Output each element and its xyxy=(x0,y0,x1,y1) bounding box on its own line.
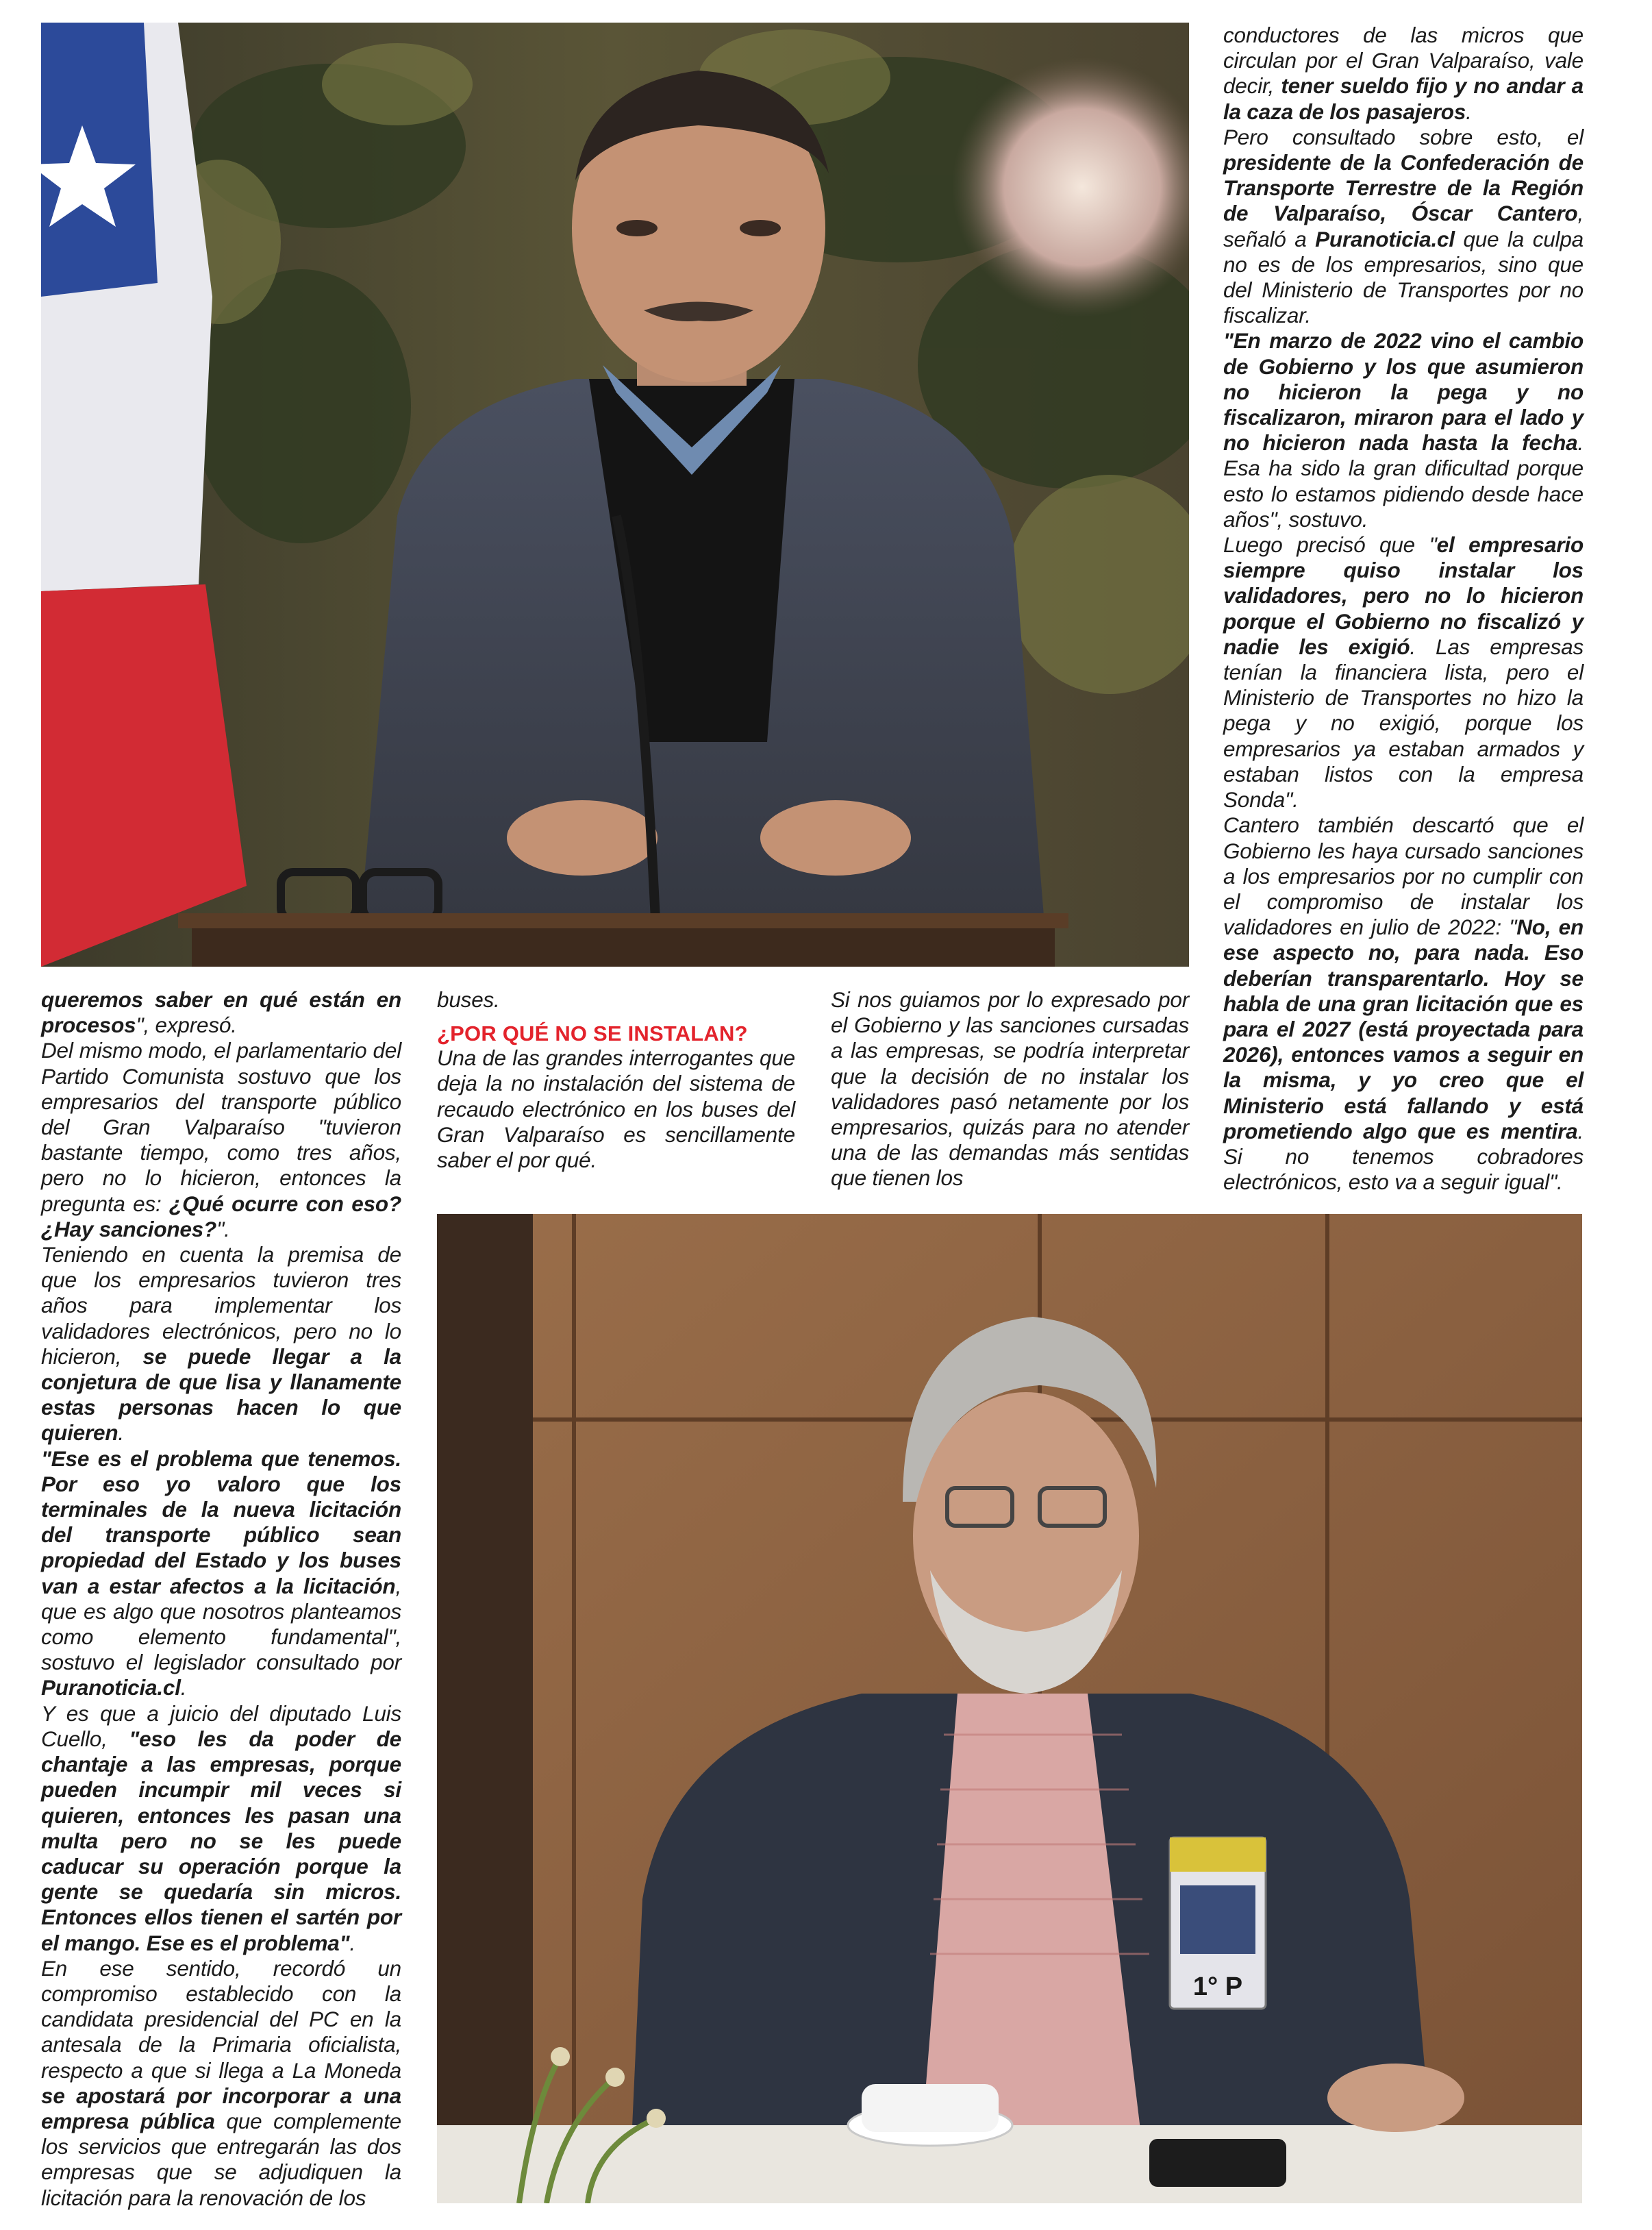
bold-text: "eso les da poder de chantaje a las empresas, porque pueden incumpir mil veces si quieren, entonces les pasan una multa pero no se les puede caducar su operación porque la gente se quedaría sin micros. Entonces ellos tienen el sartén por el mango. Ese es el problema" xyxy=(41,1726,401,1955)
text-run: Una de las grandes interrogantes que deja la no instalación del sistema de recaudo electrónico en los buses del Gran Valparaíso es sencillamente saber el por qué. xyxy=(437,1045,795,1173)
text-run: Cantero también descartó que el Gobierno les haya cursado sanciones a los empresarios por no cumplir con el compromiso de instalar los validadores en julio de 2022: " xyxy=(1223,813,1584,940)
text-run: Y es que a juicio del diputado Luis Cuello, xyxy=(41,1700,401,1751)
text-run: , señaló a xyxy=(1223,201,1584,251)
paragraph xyxy=(1223,813,1584,1195)
text-run: Si nos guiamos por lo expresado por el Gobierno y las sanciones cursadas a las empresas, se podría interpretar que la decisión de no instalar los validadores pasó netamente por los empresarios, quizás para no atender una de las demandas más sentidas que tienen los xyxy=(831,987,1189,1191)
paragraph xyxy=(437,987,795,1013)
bold-text: se puede llegar a la conjetura de que lisa y llanamente estas personas hacen lo que quieren xyxy=(41,1343,401,1446)
article-column-3 xyxy=(831,987,1189,1191)
text-run: , que es algo que nosotros planteamos como elemento fundamental", sostuvo el legislador consultado por xyxy=(41,1573,401,1675)
text-run: que complemente los servicios que entregarán las dos empresas que se adjudiquen la licitación para la renovación de los xyxy=(41,2108,401,2210)
paragraph xyxy=(41,1956,401,2211)
bold-text: tener sueldo fijo y no andar a la caza de los pasajeros xyxy=(1223,73,1584,124)
text-run: conductores de las micros que circulan por el Gran Valparaíso, vale decir, xyxy=(1223,23,1584,99)
paragraph xyxy=(1223,532,1584,813)
paragraph xyxy=(1223,328,1584,532)
column-2-paragraphs-after xyxy=(437,1045,795,1173)
paragraph xyxy=(1223,23,1584,125)
photo-seated-man xyxy=(437,1214,1582,2203)
paragraph xyxy=(41,1242,401,1446)
bold-text: Puranoticia.cl xyxy=(1315,226,1455,251)
text-run: Del mismo modo, el parlamentario del Partido Comunista sostuvo que los empresarios del transporte público del Gran Valparaíso "tuvieron bastante tiempo, como tres años, pero no lo hicieron, entonces la pregunta es: xyxy=(41,1038,401,1216)
bold-text: No, en ese aspecto no, para nada. Eso deberían transparentarlo. Hoy se habla de una gran licitación que es para el 2027 (está proyectada para 2026), entonces vamos a seguir en la misma, y yo creo que el Ministerio está fallando y está prometiendo algo que es mentira xyxy=(1223,915,1584,1143)
bold-text: queremos saber en qué están en procesos xyxy=(41,987,401,1038)
column-2-paragraphs xyxy=(437,987,795,1013)
photo-speaker-podium xyxy=(41,23,1189,967)
text-run: buses. xyxy=(437,987,500,1012)
bold-text: "En marzo de 2022 vino el cambio de Gobierno y los que asumieron no hicieron la pega y no fiscalizaron, miraron para el lado y no hicieron nada hasta la fecha xyxy=(1223,328,1584,456)
bold-text: se apostará por incorporar a una empresa pública xyxy=(41,2083,401,2133)
bold-text: presidente de la Confederación de Transporte Terrestre de la Región de Valparaíso, Óscar Cantero xyxy=(1223,150,1584,226)
paragraph xyxy=(41,987,401,1038)
text-run: Luego precisó que " xyxy=(1223,532,1437,558)
article-column-1 xyxy=(41,987,401,2211)
article-column-4 xyxy=(1223,23,1584,1195)
bold-text: el empresario siempre quiso instalar los validadores, pero no lo hicieron porque el Gobierno no fiscalizó y nadie les exigió xyxy=(1223,532,1584,659)
text-run: Teniendo en cuenta la premisa de que los empresarios tuvieron tres años para implementar los validadores electrónicos, pero no lo hicieron, xyxy=(41,1242,401,1369)
bold-text: Puranoticia.cl xyxy=(41,1675,181,1700)
text-run: . Las empresas tenían la financiera lista, pero el Ministerio de Transportes no hizo la pega y no exigió, porque los empresarios ya estaban armados y estaban listos con la empresa Sonda". xyxy=(1223,634,1584,813)
paragraph xyxy=(41,1038,401,1242)
text-run: Pero consultado sobre esto, el xyxy=(1223,124,1584,149)
paragraph xyxy=(437,1045,795,1173)
paragraph xyxy=(831,987,1189,1191)
paragraph xyxy=(41,1446,401,1701)
text-run: En ese sentido, recordó un compromiso establecido con la candidata presidencial del PC en la antesala de la Primaria oficialista, respecto a que si llega a La Moneda xyxy=(41,1955,401,2083)
text-run: . xyxy=(118,1420,124,1446)
article-column-2 xyxy=(437,987,795,1173)
section-subheading: ¿POR QUÉ NO SE INSTALAN? xyxy=(437,1021,748,1046)
text-run: . Esa ha sido la gran dificultad porque esto lo estamos pidiendo desde hace años", sostuvo. xyxy=(1223,430,1584,532)
paragraph xyxy=(41,1701,401,1956)
text-run: . Si no tenemos cobradores electrónicos, esto va a seguir igual". xyxy=(1223,1118,1584,1195)
text-run: . xyxy=(1466,99,1472,124)
text-run: . xyxy=(349,1930,355,1955)
badge-text: 1° P xyxy=(1192,1972,1243,2001)
photo-speaker-illustration xyxy=(41,23,1189,967)
text-run: ". xyxy=(216,1216,230,1241)
photo-seated-man-illustration xyxy=(437,1214,1582,2203)
text-run: . xyxy=(180,1675,187,1700)
bold-text: "Ese es el problema que tenemos. Por eso yo valoro que los terminales de la nueva licitación del transporte público sean propiedad del Estado y los buses van a estar afectos a la licitación xyxy=(41,1446,401,1598)
text-run: que la culpa no es de los empresarios, sino que del Ministerio de Transportes por no fiscalizar. xyxy=(1223,226,1584,328)
bold-text: ¿Qué ocurre con eso? ¿Hay sanciones? xyxy=(41,1191,401,1241)
paragraph xyxy=(1223,125,1584,329)
text-run: ", expresó. xyxy=(136,1013,237,1038)
